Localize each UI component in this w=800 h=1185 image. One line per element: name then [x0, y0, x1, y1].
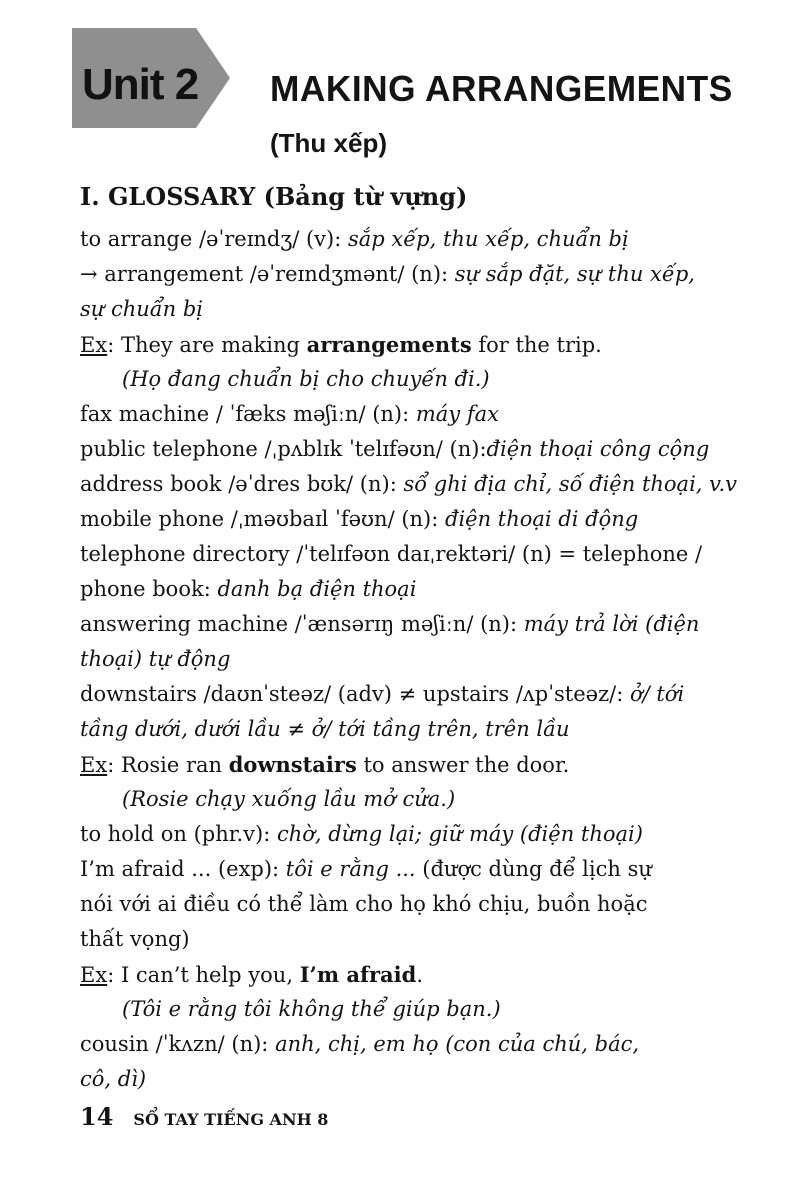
- glossary-entry: [80, 397, 730, 432]
- example: [80, 747, 730, 782]
- glossary-entry: [80, 432, 730, 467]
- glossary-entry: [80, 257, 730, 292]
- unit-label: Unit 2: [82, 60, 199, 109]
- entry-meaning: điện thoại di động: [445, 507, 639, 531]
- example-text: .: [416, 963, 424, 987]
- entry-note: (được dùng để lịch sự: [415, 857, 652, 881]
- entry-term: phone book:: [80, 577, 218, 601]
- example-text: : I can’t help you,: [107, 963, 300, 987]
- page-title: MAKING ARRANGEMENTS: [270, 68, 733, 109]
- glossary-content: [80, 222, 738, 1097]
- example-text: to answer the door.: [356, 753, 570, 777]
- entry-meaning: sổ ghi địa chỉ, số điện thoại, v.v: [403, 472, 738, 496]
- entry-term: fax machine / ˈfæks məʃiːn/ (n):: [80, 402, 416, 426]
- glossary-entry: [80, 677, 730, 712]
- entry-term: answering machine /ˈænsərɪŋ məʃiːn/ (n):: [80, 612, 524, 636]
- glossary-entry: [80, 502, 730, 537]
- entry-meaning-continued: cô, dì): [80, 1067, 147, 1091]
- glossary-entry: [80, 607, 730, 642]
- entry-meaning: anh, chị, em họ (con của chú, bác,: [275, 1032, 640, 1056]
- entry-note-continued: nói với ai điều có thể làm cho họ khó chịu, buồn hoặc: [80, 892, 648, 916]
- entry-meaning: máy trả lời (điện: [523, 612, 700, 636]
- example-text: for the trip.: [471, 333, 602, 357]
- glossary-entry: telephone directory /ˈtelɪfəʊn daɪˌrektəri/ (n) = telephone /: [80, 542, 703, 566]
- example-label: Ex: [80, 753, 108, 777]
- example-keyword: arrangements: [306, 332, 472, 357]
- entry-note-continued: thất vọng): [80, 927, 190, 951]
- example-translation: (Tôi e rằng tôi không thể giúp bạn.): [122, 997, 501, 1021]
- entry-meaning: điện thoại công cộng: [486, 437, 710, 461]
- example-label: Ex: [80, 963, 108, 987]
- entry-term: public telephone /ˌpʌblɪk ˈtelɪfəʊn/ (n):: [80, 437, 487, 461]
- example-label: Ex: [80, 333, 108, 357]
- example-keyword: I’m afraid: [299, 962, 417, 987]
- glossary-entry: [80, 1027, 730, 1062]
- section-heading: I. GLOSSARY (Bảng từ vựng): [80, 182, 468, 211]
- entry-meaning: sắp xếp, thu xếp, chuẩn bị: [347, 227, 629, 251]
- entry-meaning: chờ, dừng lại; giữ máy (điện thoại): [276, 822, 643, 846]
- example: [80, 327, 730, 362]
- entry-term: address book /əˈdres bʊk/ (n):: [80, 472, 404, 496]
- entry-term: I’m afraid ... (exp):: [80, 857, 286, 881]
- example-translation: (Rosie chạy xuống lầu mở cửa.): [122, 787, 456, 811]
- entry-meaning-continued: tầng dưới, dưới lầu ≠ ở/ tới tầng trên, trên lầu: [80, 717, 570, 741]
- entry-meaning: máy fax: [415, 402, 499, 426]
- glossary-entry: [80, 467, 738, 502]
- entry-term: to hold on (phr.v):: [80, 822, 277, 846]
- example-translation: (Họ đang chuẩn bị cho chuyến đi.): [122, 367, 490, 391]
- glossary-entry: [80, 852, 730, 887]
- entry-term: to arrange /əˈreɪndʒ/ (v):: [80, 227, 348, 251]
- entry-meaning-continued: thoại) tự động: [80, 647, 231, 671]
- entry-term: → arrangement /əˈreɪndʒmənt/ (n):: [80, 262, 455, 286]
- page-footer: [80, 1102, 328, 1131]
- entry-meaning-continued: sự chuẩn bị: [80, 297, 204, 321]
- entry-term: downstairs /daʊnˈsteəz/ (adv) ≠ upstairs /ʌpˈsteəz/:: [80, 682, 630, 706]
- glossary-entry: [80, 817, 730, 852]
- entry-term: mobile phone /ˌməʊbaɪl ˈfəʊn/ (n):: [80, 507, 445, 531]
- entry-term: cousin /ˈkʌzn/ (n):: [80, 1032, 276, 1056]
- example-text: : Rosie ran: [107, 753, 229, 777]
- glossary-entry-continued: [80, 572, 730, 607]
- entry-meaning: ở/ tới: [629, 682, 685, 706]
- example: [80, 957, 730, 992]
- example-keyword: downstairs: [228, 752, 357, 777]
- page-number: 14: [80, 1102, 114, 1131]
- entry-meaning: danh bạ điện thoại: [217, 577, 417, 601]
- example-text: : They are making: [107, 333, 307, 357]
- unit-tab-arrow: [196, 28, 230, 128]
- glossary-entry: [80, 222, 730, 257]
- entry-meaning: sự sắp đặt, sự thu xếp,: [454, 262, 695, 286]
- entry-meaning: tôi e rằng ...: [285, 857, 416, 881]
- page-subtitle: (Thu xếp): [270, 128, 387, 158]
- book-title: SỔ TAY TIẾNG ANH 8: [133, 1110, 329, 1129]
